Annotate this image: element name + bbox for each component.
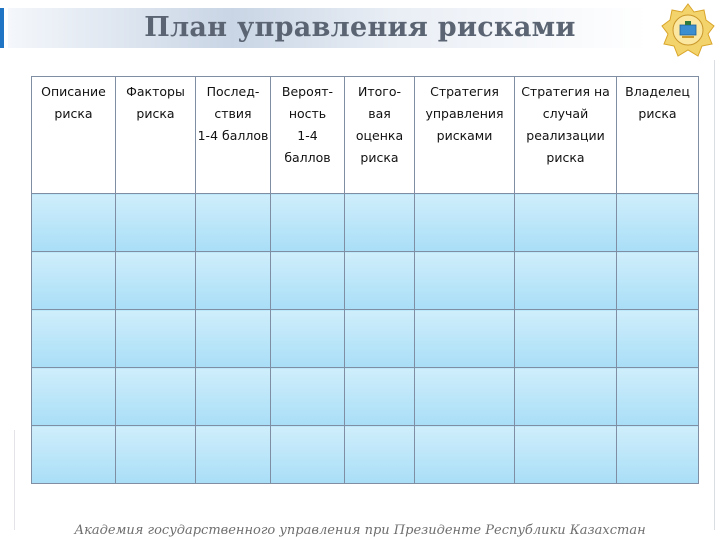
table-cell — [116, 368, 196, 426]
page-title: План управления рисками — [144, 12, 576, 43]
table-cell — [515, 310, 617, 368]
table-cell — [32, 310, 116, 368]
table-cell — [116, 426, 196, 484]
table-cell — [345, 426, 415, 484]
table-row — [32, 194, 699, 252]
table-cell — [415, 368, 515, 426]
table-cell — [32, 368, 116, 426]
table-cell — [32, 194, 116, 252]
table-cell — [32, 426, 116, 484]
header-consequences: Послед- ствия 1-4 баллов — [196, 77, 271, 194]
table-cell — [617, 310, 699, 368]
table-cell — [515, 368, 617, 426]
table-cell — [415, 310, 515, 368]
table-cell — [271, 194, 345, 252]
table-cell — [345, 252, 415, 310]
right-divider — [714, 60, 715, 530]
table-cell — [515, 194, 617, 252]
table-cell — [617, 194, 699, 252]
table-cell — [345, 368, 415, 426]
table-cell — [345, 194, 415, 252]
header-risk-owner: Владелец риска — [617, 77, 699, 194]
table-cell — [271, 310, 345, 368]
academy-emblem-icon — [660, 2, 716, 58]
risk-management-table — [31, 76, 699, 484]
table-cell — [271, 368, 345, 426]
left-divider — [14, 430, 15, 530]
footer-caption: Академия государственного управления при Президенте Республики Казахстан — [74, 523, 646, 538]
table-cell — [196, 426, 271, 484]
header-probability: Вероят- ность 1-4 баллов — [271, 77, 345, 194]
table-cell — [116, 252, 196, 310]
table-cell — [415, 426, 515, 484]
table-cell — [515, 252, 617, 310]
table-cell — [196, 194, 271, 252]
table-row — [32, 368, 699, 426]
table-cell — [415, 252, 515, 310]
table-cell — [32, 252, 116, 310]
table-cell — [116, 310, 196, 368]
table-cell — [116, 194, 196, 252]
table-cell — [271, 426, 345, 484]
table-cell — [196, 252, 271, 310]
header-risk-factors: Факторы риска — [116, 77, 196, 194]
header-risk-description: Описание риска — [32, 77, 116, 194]
table-cell — [515, 426, 617, 484]
table-header-row — [32, 77, 699, 194]
table-row — [32, 426, 699, 484]
table-row — [32, 252, 699, 310]
table-cell — [345, 310, 415, 368]
table-cell — [196, 368, 271, 426]
header-total-score: Итого- вая оценка риска — [345, 77, 415, 194]
table-cell — [617, 252, 699, 310]
header-management-strategy: Стратегия управления рисками — [415, 77, 515, 194]
table-cell — [617, 368, 699, 426]
header-contingency-strategy: Стратегия на случай реализации риска — [515, 77, 617, 194]
table-row — [32, 310, 699, 368]
table-cell — [196, 310, 271, 368]
table-cell — [415, 194, 515, 252]
table-cell — [617, 426, 699, 484]
table-cell — [271, 252, 345, 310]
